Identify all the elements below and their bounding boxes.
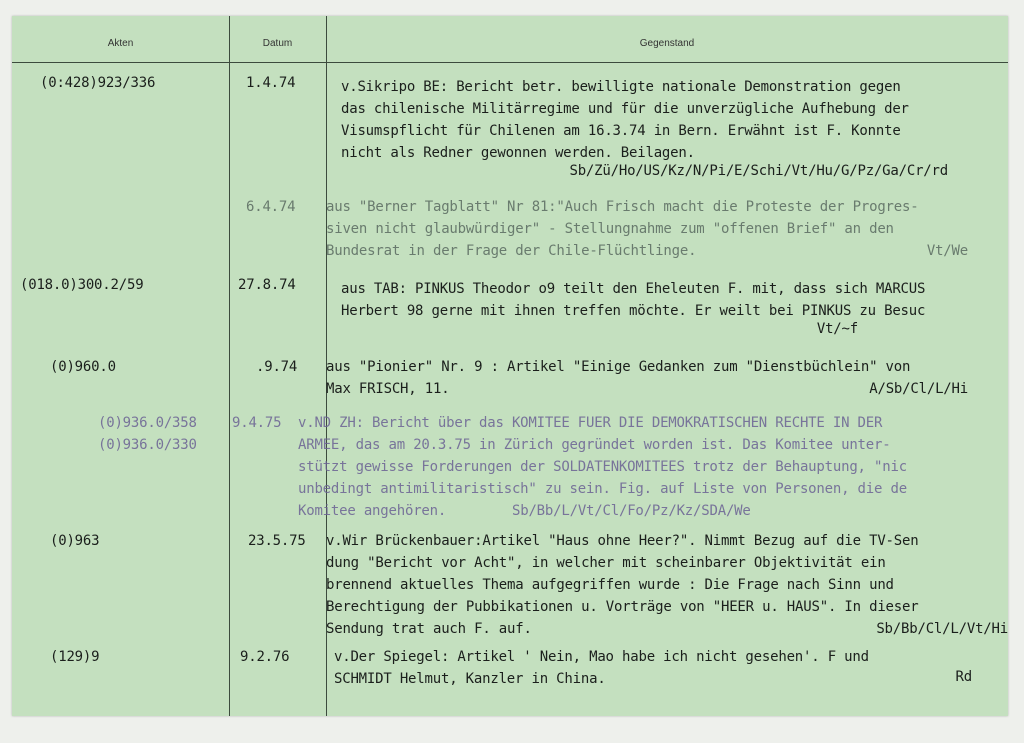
entry-text-line: Herbert 98 gerne mit ihnen treffen möchte. Er weilt bei PINKUS zu Besuc xyxy=(341,303,926,319)
entry-text-line: nicht als Redner gewonnen werden. Beilagen. xyxy=(341,145,695,161)
entry-text-line: v.Sikripo BE: Bericht betr. bewilligte nationale Demonstration gegen xyxy=(341,79,901,95)
entry-signature: Sb/Bb/L/Vt/Cl/Fo/Pz/Kz/SDA/We xyxy=(512,503,751,519)
entry-datum: 27.8.74 xyxy=(238,277,296,293)
entry-akten: (0)936.0/358 xyxy=(98,415,197,431)
entry-text-line: v.Wir Brückenbauer:Artikel "Haus ohne Heer?". Nimmt Bezug auf die TV-Sen xyxy=(326,533,919,549)
column-divider-1 xyxy=(229,16,230,716)
entry-signature: Sb/Zü/Ho/US/Kz/N/Pi/E/Schi/Vt/Hu/G/Pz/Ga/Cr/rd xyxy=(569,163,948,179)
entry-akten: (018.0)300.2/59 xyxy=(20,277,144,293)
entry-datum: 23.5.75 xyxy=(248,533,306,549)
entry-signature: Vt/We xyxy=(926,243,968,259)
entry-text-line: Komitee angehören. xyxy=(298,503,447,519)
entry-text-line: aus TAB: PINKUS Theodor o9 teilt den Eheleuten F. mit, dass sich MARCUS xyxy=(341,281,926,297)
entry-akten: (0)936.0/330 xyxy=(98,437,197,453)
entry-text-line: Max FRISCH, 11. xyxy=(326,381,450,397)
entry-text-line: brennend aktuelles Thema aufgegriffen wurde : Die Frage nach Sinn und xyxy=(326,577,894,593)
entry-datum: 6.4.74 xyxy=(246,199,296,215)
entry-text-line: ARMEE, das am 20.3.75 in Zürich gegründet worden ist. Das Komitee unter- xyxy=(298,437,891,453)
entry-text-line: das chilenische Militärregime und für die unverzügliche Aufhebung der xyxy=(341,101,909,117)
entry-datum: .9.74 xyxy=(256,359,298,375)
entry-signature: A/Sb/Cl/L/Hi xyxy=(869,381,968,397)
entry-signature: Vt/~f xyxy=(816,321,858,337)
entry-text-line: Sendung trat auch F. auf. xyxy=(326,621,532,637)
entry-text-line: Berechtigung der Pubbikationen u. Vorträge von "HEER u. HAUS". In dieser xyxy=(326,599,919,615)
entry-signature: Sb/Bb/Cl/L/Vt/Hi xyxy=(876,621,1008,637)
entry-text-line: v.Der Spiegel: Artikel ' Nein, Mao habe ich nicht gesehen'. F und xyxy=(334,649,869,665)
entry-text-line: aus "Berner Tagblatt" Nr 81:"Auch Frisch macht die Proteste der Progres- xyxy=(326,199,919,215)
header-rule xyxy=(12,62,1008,63)
entry-text-line: dung "Bericht vor Acht", in welcher mit scheinbarer Objektivität ein xyxy=(326,555,886,571)
entry-text-line: unbedingt antimilitaristisch" zu sein. Fig. auf Liste von Personen, die de xyxy=(298,481,907,497)
header-akten: Akten xyxy=(107,38,134,49)
entry-datum: 9.4.75 xyxy=(232,415,282,431)
entry-text-line: Bundesrat in der Frage der Chile-Flüchtlinge. xyxy=(326,243,697,259)
index-card xyxy=(12,16,1008,716)
entry-text-line: stützt gewisse Forderungen der SOLDATENKOMITEES trotz der Behauptung, "nic xyxy=(298,459,907,475)
header-datum: Datum xyxy=(262,38,293,49)
entry-akten: (129)9 xyxy=(50,649,100,665)
entry-akten: (0)963 xyxy=(50,533,100,549)
header-gegenstand: Gegenstand xyxy=(639,38,695,49)
entry-signature: Rd xyxy=(955,669,972,685)
entry-akten: (0:428)923/336 xyxy=(40,75,156,91)
entry-datum: 9.2.76 xyxy=(240,649,290,665)
entry-text-line: Visumspflicht für Chilenen am 16.3.74 in Bern. Erwähnt ist F. Konnte xyxy=(341,123,901,139)
entry-text-line: SCHMIDT Helmut, Kanzler in China. xyxy=(334,671,606,687)
entry-akten: (0)960.0 xyxy=(50,359,116,375)
entry-text-line: siven nicht glaubwürdiger" - Stellungnahme zum "offenen Brief" an den xyxy=(326,221,894,237)
entry-datum: 1.4.74 xyxy=(246,75,296,91)
entry-text-line: v.ND ZH: Bericht über das KOMITEE FUER DIE DEMOKRATISCHEN RECHTE IN DER xyxy=(298,415,883,431)
entry-text-line: aus "Pionier" Nr. 9 : Artikel "Einige Gedanken zum "Dienstbüchlein" von xyxy=(326,359,911,375)
